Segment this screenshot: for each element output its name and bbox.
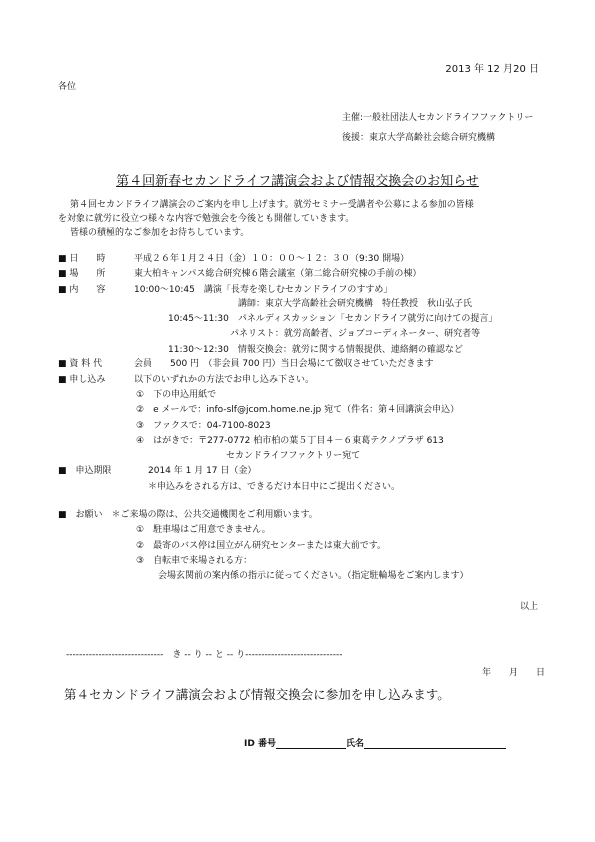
deadline-label: ■ 申込期限 bbox=[58, 466, 112, 476]
document-title: 第４回新春セカンドライフ講演会および情報交換会のお知らせ bbox=[116, 174, 479, 189]
deadline-note: ＊申込みをされる方は、できるだけ本日中にご提出ください。 bbox=[148, 482, 401, 492]
recipient: 各位 bbox=[58, 82, 77, 92]
name-label: 氏名 bbox=[345, 739, 364, 749]
form-statement: 第４セカンドライフ講演会および情報交換会に参加を申し込みます。 bbox=[64, 687, 450, 702]
form-id-row bbox=[244, 738, 506, 749]
date-value: 平成２６年１月２４日（金）１０：００～１２：３０（9:30 開場） bbox=[134, 254, 410, 264]
apply-label: ■ 申し込み bbox=[58, 375, 106, 385]
request-bicycle-note: 会場玄関前の案内係の指示に従ってください。（指定駐輪場をご案内します） bbox=[158, 571, 469, 581]
content-item-1: 10:00～10:45 講演「長寿を楽しむセカンドライフのすすめ」 bbox=[134, 285, 393, 295]
form-date-fields: 年 月 日 bbox=[481, 668, 545, 678]
document-date: 2013 年 12 月20 日 bbox=[445, 64, 539, 75]
apply-method-3: ③ ファクスで：04-7100-8023 bbox=[136, 421, 271, 431]
apply-method-4: ④ はがきで：〒277-0772 柏市柏の葉５丁目４－６東葛テクノプラザ 613 bbox=[136, 436, 444, 446]
id-label: ID 番号 bbox=[244, 739, 276, 749]
intro-line-1: 第４回セカンドライフ講演会のご案内を申し上げます。就労セミナー受講者や公募による参加の皆様 bbox=[70, 200, 474, 210]
deadline-value: 2014 年 1 月 17 日（金） bbox=[148, 466, 257, 476]
venue-label: ■ 場 所 bbox=[58, 269, 106, 279]
intro-line-3: 皆様の積極的なご参加をお待ちしています。 bbox=[70, 228, 250, 238]
venue-value: 東大柏キャンパス総合研究棟６階会議室（第二総合研究棟の手前の棟） bbox=[134, 269, 422, 279]
content-item-1-lecturer: 講師：東京大学高齢社会研究機構 特任教授 秋山弘子氏 bbox=[238, 299, 473, 309]
request-3: ③ 自転車で来場される方： bbox=[136, 556, 253, 566]
content-item-2-panel: パネリスト：就労高齢者、ジョブコーディネーター、研究者等 bbox=[230, 329, 481, 339]
content-item-3: 11:30～12:30 情報交換会：就労に関する情報提供、連絡網の確認など bbox=[168, 345, 463, 355]
apply-value: 以下のいずれかの方法でお申し込み下さい。 bbox=[134, 375, 315, 385]
apply-method-1: ① 下の申込用紙で bbox=[136, 390, 217, 400]
request-label: ■ お願い ＊ご来場の際は、公共交通機関をご利用願います。 bbox=[58, 510, 318, 520]
name-entry-line[interactable] bbox=[364, 738, 506, 749]
request-2: ② 最寄のバス停は国立がん研究センターまたは東大前です。 bbox=[136, 541, 386, 551]
request-1: ① 駐車場はご用意できません。 bbox=[136, 525, 271, 535]
closing: 以上 bbox=[520, 602, 539, 612]
intro-line-2: を対象に就労に役立つ様々な内容で勉強会を今後とも開催していきます。 bbox=[58, 214, 355, 224]
apply-method-2: ② e メールで：info-slf@jcom.home.ne.jp 宛て（件名：第４回講演会申込） bbox=[136, 405, 460, 415]
fee-label: ■ 資 料 代 bbox=[58, 359, 103, 369]
cut-line: ------------------------------ き -- り -- と -- り------------------------------ bbox=[66, 650, 343, 660]
apply-postcard-addressee: セカンドライフファクトリー宛て bbox=[226, 451, 361, 461]
supporter: 後援：東京大学高齢社会総合研究機構 bbox=[342, 133, 496, 143]
id-entry-line[interactable] bbox=[276, 738, 346, 749]
content-item-2: 10:45～11:30 パネルディスカッション「セカンドライフ就労に向けての提言」 bbox=[168, 314, 498, 324]
content-label: ■ 内 容 bbox=[58, 285, 106, 295]
organizer: 主催:一般社団法人セカンドライフファクトリー bbox=[342, 113, 534, 123]
date-label: ■ 日 時 bbox=[58, 254, 106, 264]
fee-value: 会員 500 円 （非会員 700 円）当日会場にて徴収させていただきます bbox=[134, 359, 434, 369]
